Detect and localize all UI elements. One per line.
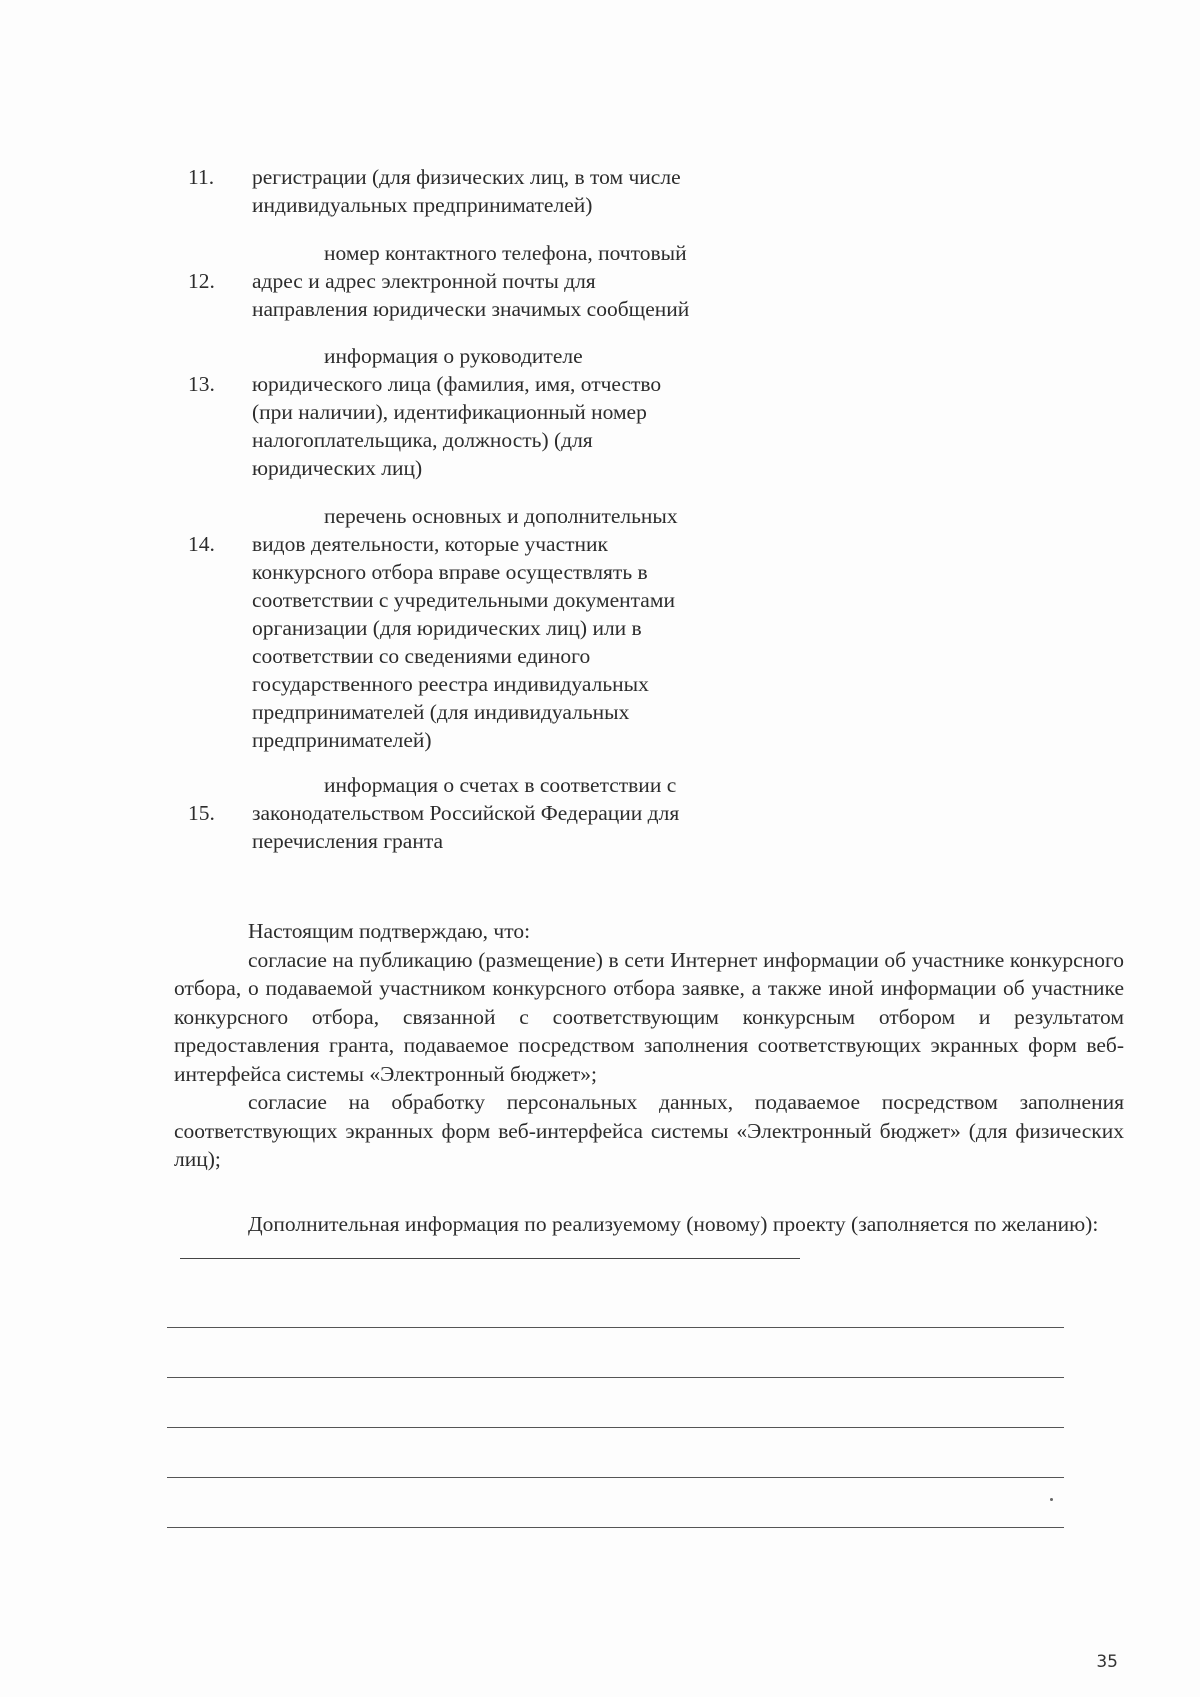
item-line: конкурсного отбора вправе осуществлять в xyxy=(252,560,648,584)
item-line: номер контактного телефона, почтовый xyxy=(324,241,687,265)
fill-line-1[interactable] xyxy=(167,1327,1064,1328)
item-text xyxy=(252,342,772,482)
page-number: 35 xyxy=(1096,1652,1118,1672)
consent-personal-data-paragraph: согласие на обработку персональных данных, подаваемое посредством заполнения соответствующих экранных форм веб-интерфейса системы «Электронный бюджет» (для физических лиц); xyxy=(174,1090,1124,1171)
confirmation-intro: Настоящим подтверждаю, что: xyxy=(248,919,531,943)
item-line: видов деятельности, которые участник xyxy=(252,532,608,556)
fill-line-4[interactable] xyxy=(167,1477,1064,1478)
fill-line-5[interactable] xyxy=(167,1527,1064,1528)
item-line: соответствии со сведениями единого xyxy=(252,644,591,668)
confirmation-section xyxy=(174,917,1124,1174)
item-line: законодательством Российской Федерации для xyxy=(252,801,680,825)
fill-line-3[interactable] xyxy=(167,1427,1064,1428)
fill-line-2[interactable] xyxy=(167,1377,1064,1378)
item-line: перечень основных и дополнительных xyxy=(324,504,678,528)
item-line: перечисления гранта xyxy=(252,829,444,853)
item-line: информация о счетах в соответствии с xyxy=(324,773,677,797)
additional-info-label: Дополнительная информация по реализуемому (новому) проекту (заполняется по желанию): xyxy=(248,1212,1099,1236)
item-line: предпринимателей) xyxy=(252,728,432,752)
additional-info-section xyxy=(174,1210,1124,1266)
item-number: 13. xyxy=(188,372,215,396)
item-number: 15. xyxy=(188,801,215,825)
item-line: направления юридически значимых сообщений xyxy=(252,297,690,321)
item-line: информация о руководителе xyxy=(324,344,583,368)
item-line: предпринимателей (для индивидуальных xyxy=(252,700,630,724)
item-line: организации (для юридических лиц) или в xyxy=(252,616,642,640)
item-line: соответствии с учредительными документами xyxy=(252,588,675,612)
item-text xyxy=(252,502,772,754)
item-line: регистрации (для физических лиц, в том числе xyxy=(252,165,681,189)
item-line: адрес и адрес электронной почты для xyxy=(252,269,596,293)
additional-info-inline-field[interactable] xyxy=(180,1238,800,1259)
item-line: юридических лиц) xyxy=(252,456,423,480)
item-line: налогоплательщика, должность) (для xyxy=(252,428,593,452)
item-line: индивидуальных предпринимателей) xyxy=(252,193,593,217)
item-text xyxy=(252,239,772,323)
item-line: юридического лица (фамилия, имя, отчество xyxy=(252,372,662,396)
item-text xyxy=(252,771,772,855)
item-line: государственного реестра индивидуальных xyxy=(252,672,649,696)
item-text xyxy=(252,163,772,219)
item-line: (при наличии), идентификационный номер xyxy=(252,400,647,424)
item-number: 12. xyxy=(188,269,215,293)
item-number: 14. xyxy=(188,532,215,556)
item-number: 11. xyxy=(188,165,215,189)
consent-publication-paragraph: согласие на публикацию (размещение) в сети Интернет информации об участнике конкурсного отбора, о подаваемой участником конкурсного отбора заявке, а также иной информации об участнике конкурсного отбора, связанной с соответствующим конкурсным отбором и результатом предоставления гранта, подаваемое посредством заполнения соответствующих экранных форм веб-интерфейса системы «Электронный бюджет»; xyxy=(174,947,1124,1086)
stray-mark xyxy=(1050,1498,1053,1501)
